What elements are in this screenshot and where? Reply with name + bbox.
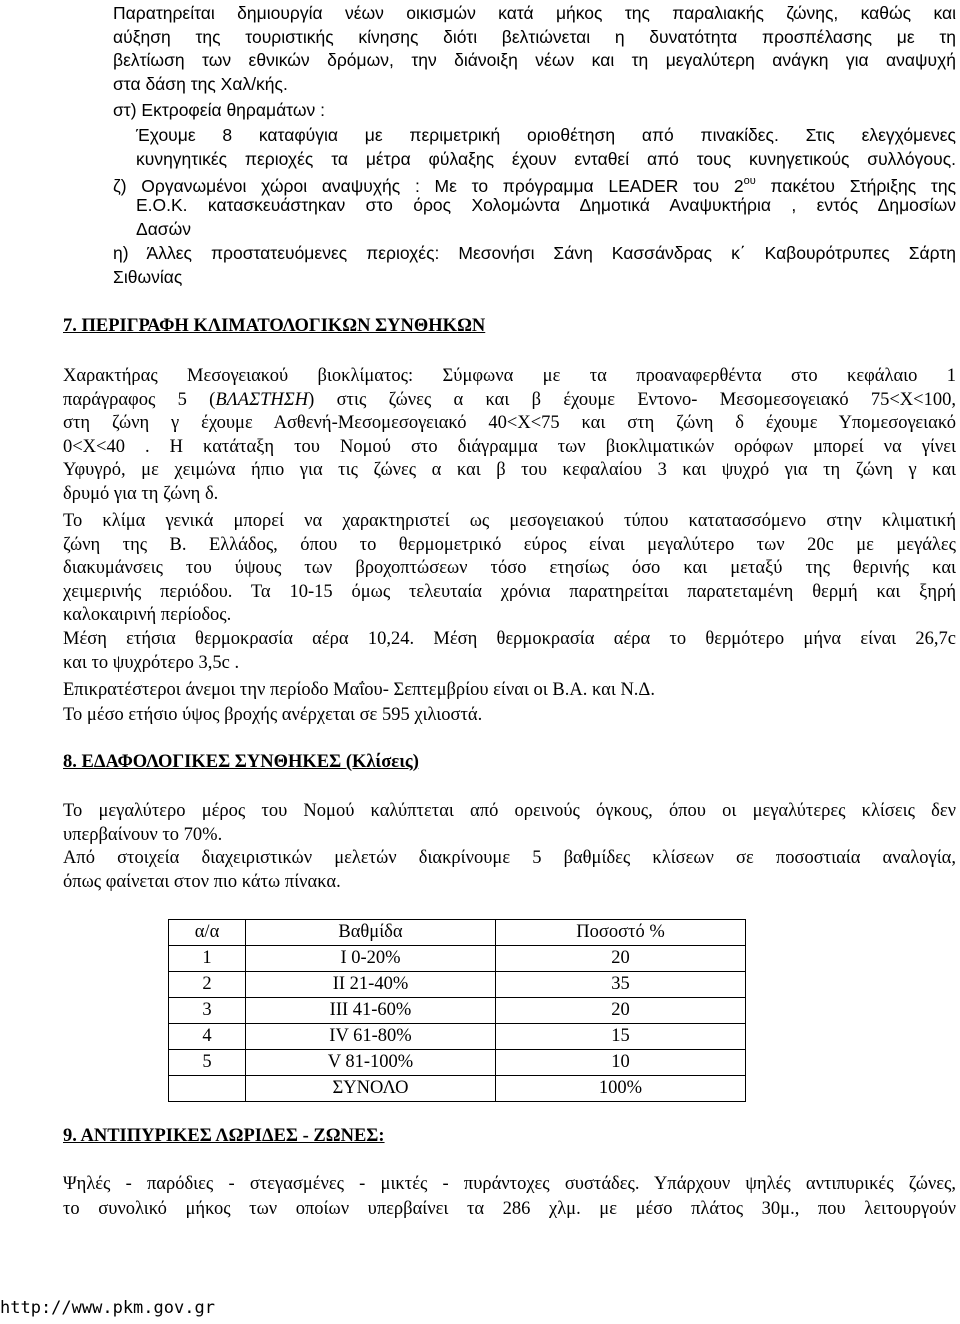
table-cell: Ι 0-20%: [246, 946, 496, 972]
table-cell: 15: [496, 1024, 746, 1050]
item-z-line1-rest: πακέτου Στήριξης της: [755, 176, 956, 196]
text-line: το συνολικό μήκος των οποίων υπερβαίνει τα 286 χλμ. με μέσο πλάτος 30μ., που λειτουργούν: [63, 1198, 956, 1219]
italic-term: ΒΛΑΣΤΗΣΗ: [215, 389, 309, 410]
intro-paragraph: [113, 2, 956, 96]
table-cell: 3: [169, 998, 246, 1024]
text-line: Το μεγαλύτερο μέρος του Νομού καλύπτεται από ορεινούς όγκους, όπου οι μεγαλύτερες κλίσεις δεν: [63, 801, 956, 821]
footer-url: http://www.pkm.gov.gr: [0, 1298, 215, 1318]
table-row: [169, 1024, 746, 1050]
item-eta-line: η) Άλλες προστατευόμενες περιοχές: Μεσονήσι Σάνη Κασσάνδρας κ΄ Καβουρότρυπες Σάρτη: [113, 243, 956, 263]
intro-line: στα δάση της Χαλ/κής.: [113, 73, 288, 94]
table-row: [169, 1050, 746, 1076]
text-line: διακυμάνσεις του ύψους των βροχοπτώσεων τόσο ετησίως όσο και μεταξύ της θερινής και: [63, 558, 956, 579]
item-eta: [113, 242, 956, 266]
section-7-paragraph-2: [63, 510, 956, 628]
table-cell: 20: [496, 998, 746, 1024]
slope-grades-table: [168, 919, 746, 1102]
text-line: 0<X<40 . Η κατάταξη του Νομού στο διάγραμμα των βιοκλιματικών ορόφων μπορεί να γίνει: [63, 436, 956, 457]
text-line: Μέση ετήσια θερμοκρασία αέρα 10,24. Μέση θερμοκρασία αέρα το θερμότερο μήνα είναι 26,7c: [63, 629, 956, 649]
text-line: Από στοιχεία διαχειριστικών μελετών διακρίνουμε 5 βαθμίδες κλίσεων σε ποσοστιαία αναλογία,: [63, 848, 956, 868]
table-row: [169, 998, 746, 1024]
item-z-body: [136, 194, 956, 241]
table-cell: ΙΙ 21-40%: [246, 972, 496, 998]
table-cell: 10: [496, 1050, 746, 1076]
item-st-line: Έχουμε 8 καταφύγια με περιμετρική οριοθέτηση από πινακίδες. Στις ελεγχόμενες: [136, 125, 956, 145]
text-line: Ψηλές - παρόδιες - στεγασμένες - μικτές - πυράντοχες συστάδες. Υπάρχουν ψηλές αντιπυρικές ζώνες,: [63, 1174, 956, 1194]
text-line: Χαρακτήρας Μεσογειακού βιοκλίματος: Σύμφωνα με τα προαναφερθέντα στο κεφάλαιο 1: [63, 366, 956, 386]
section-7-paragraph-4: [63, 679, 956, 702]
table-cell: 35: [496, 972, 746, 998]
table-header-cell: Βαθμίδα: [246, 920, 496, 946]
section-7-heading: 7. ΠΕΡΙΓΡΑΦΗ ΚΛΙΜΑΤΟΛΟΓΙΚΩΝ ΣΥΝΘΗΚΩΝ: [63, 316, 486, 336]
table-cell: 2: [169, 972, 246, 998]
text-line: Το κλίμα γενικά μπορεί να χαρακτηριστεί ως μεσογειακού τύπου κατατασσόμενο στην κλιματική: [63, 511, 956, 531]
item-st-body: [136, 124, 956, 171]
section-8-paragraph-1: [63, 800, 956, 847]
item-st-line: κυνηγητικές περιοχές τα μέτρα φύλαξης έχουν ενταθεί από τους κυνηγετικούς συλλόγους.: [136, 148, 956, 169]
item-z-line1-text: ζ) Οργανωμένοι χώροι αναψυχής : Με το πρόγραμμα LEADER του 2: [113, 176, 744, 196]
table-cell: [169, 1076, 246, 1102]
section-9-paragraph: [63, 1172, 956, 1221]
section-7-paragraph-1: [63, 365, 956, 507]
section-8-paragraph-2: [63, 847, 956, 894]
table-cell: V 81-100%: [246, 1050, 496, 1076]
section-7-paragraph-5: [63, 704, 956, 727]
item-z-line: Ε.Ο.Κ. κατασκευάστηκαν στο όρος Χολομώντα Δημοτικά Αναψυκτήρια , εντός Δημοσίων: [136, 195, 956, 215]
item-eta-body: [113, 266, 956, 290]
item-z-line: Δασών: [136, 218, 192, 239]
text-line: Επικρατέστεροι άνεμοι την περίοδο Μαΐου- Σεπτεμβρίου είναι οι Β.Α. και Ν.Δ.: [63, 680, 655, 700]
table-row: [169, 946, 746, 972]
table-header-cell: Ποσοστό %: [496, 920, 746, 946]
text-line: Το μέσο ετήσιο ύψος βροχής ανέρχεται σε 595 χιλιοστά.: [63, 705, 483, 725]
text-line: στη ζώνη γ έχουμε Ασθενή-Μεσομεσογειακό 40<X<75 και στη ζώνη δ έχουμε Υπομεσογειακό: [63, 413, 956, 434]
intro-line: Παρατηρείται δημιουργία νέων οικισμών κατά μήκος της παραλιακής ζώνης, καθώς και: [113, 3, 956, 23]
section-7-paragraph-3: [63, 628, 956, 675]
section-8-heading: 8. ΕΔΑΦΟΛΟΓΙΚΕΣ ΣΥΝΘΗΚΕΣ (Κλίσεις): [63, 752, 419, 772]
table-total-value: 100%: [496, 1076, 746, 1102]
table-row: [169, 972, 746, 998]
table-header-row: [169, 920, 746, 946]
text-line: δρυμό για τη ζώνη δ.: [63, 483, 219, 504]
table-cell: ΙΙΙ 41-60%: [246, 998, 496, 1024]
text-line: καλοκαιρινή περίοδος.: [63, 605, 232, 626]
intro-line: αύξηση της τουριστικής κίνησης διότι βελτιώνεται η δυνατότητα προσπέλασης με τη: [113, 26, 956, 47]
superscript: ου: [743, 175, 756, 187]
item-st: [113, 99, 956, 123]
text-line: όπως φαίνεται στον πιο κάτω πίνακα.: [63, 871, 341, 892]
intro-line: βελτίωση των εθνικών δρόμων, την διάνοιξη νέων και τη μεγαλύτερη ανάγκη για αναψυχή: [113, 50, 956, 70]
table-header-cell: α/α: [169, 920, 246, 946]
text-line: Υφυγρό, με χειμώνα ήπιο για τις ζώνες α και β του κεφαλαίου 3 και ψυχρό για τη ζώνη γ και: [63, 460, 956, 481]
text-line: και το ψυχρότερο 3,5c .: [63, 652, 240, 673]
table-total-label: ΣΥΝΟΛΟ: [246, 1076, 496, 1102]
text-fragment: παράγραφος 5 (: [63, 389, 216, 410]
text-line: ζώνη της Β. Ελλάδος, όπου το θερμομετρικό εύρος είναι μεγαλύτερο των 20c με μεγάλες: [63, 534, 956, 555]
text-line: [63, 389, 956, 413]
item-eta-line: Σιθωνίας: [113, 267, 183, 287]
table-cell: 1: [169, 946, 246, 972]
table-cell: 20: [496, 946, 746, 972]
item-st-title: στ) Εκτροφεία θηραμάτων :: [113, 100, 325, 120]
table-cell: 5: [169, 1050, 246, 1076]
text-fragment: ) στις ζώνες α και β έχουμε Εντονο- Μεσομεσογειακό 75<X<100,: [308, 389, 956, 410]
table-total-row: [169, 1076, 746, 1102]
table-cell: 4: [169, 1024, 246, 1050]
table-cell: ΙV 61-80%: [246, 1024, 496, 1050]
text-line: υπερβαίνουν το 70%.: [63, 824, 223, 845]
text-line: χειμερινής περιόδου. Τα 10-15 όμως τελευταία χρόνια παρατηρείται παρατεταμένη θερμή και ξηρή: [63, 581, 956, 602]
section-9-heading: 9. ΑΝΤΙΠΥΡΙΚΕΣ ΛΩΡΙΔΕΣ - ΖΩΝΕΣ:: [63, 1126, 385, 1146]
